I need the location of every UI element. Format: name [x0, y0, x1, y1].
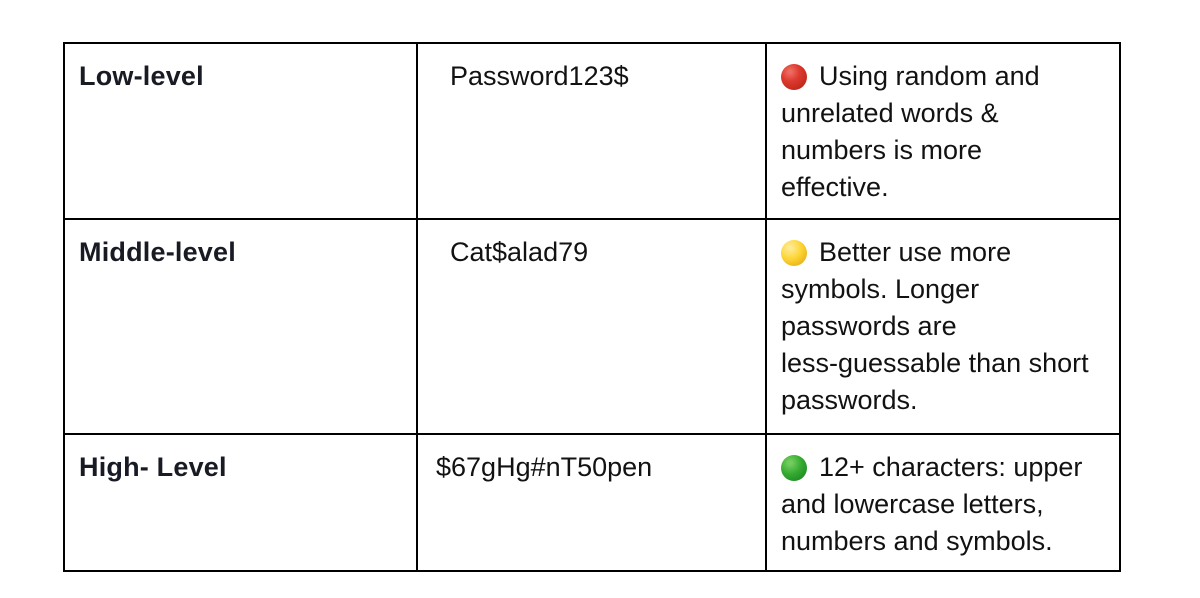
password-example: Password123$: [450, 61, 629, 91]
guidance-cell: [766, 434, 1120, 571]
password-cell: [417, 434, 766, 571]
level-cell: [64, 219, 417, 434]
description-line: and lowercase letters,: [781, 489, 1044, 519]
description: [781, 449, 1099, 560]
yellow-circle-icon: [781, 240, 807, 266]
description: [781, 58, 1099, 206]
table-row: [64, 43, 1120, 219]
password-example: Cat$alad79: [450, 237, 589, 267]
description-line: passwords are: [781, 311, 957, 341]
password-cell: [417, 43, 766, 219]
green-circle-icon: [781, 455, 807, 481]
description-line: 12+ characters: upper: [819, 452, 1083, 482]
description-line: Using random and: [819, 61, 1040, 91]
guidance-cell: [766, 43, 1120, 219]
password-levels-table: [63, 42, 1121, 572]
description-line: effective.: [781, 172, 889, 202]
description-line: less-guessable than short: [781, 348, 1089, 378]
description-line: symbols. Longer: [781, 274, 980, 304]
description-line: Better use more: [819, 237, 1012, 267]
level-cell: [64, 434, 417, 571]
password-cell: [417, 219, 766, 434]
description-line: numbers is more: [781, 135, 983, 165]
table-row: [64, 219, 1120, 434]
level-cell: [64, 43, 417, 219]
password-example: $67gHg#nT50pen: [436, 452, 653, 482]
description-line: unrelated words &: [781, 98, 999, 128]
level-label: Low-level: [79, 61, 204, 91]
level-label: High- Level: [79, 452, 227, 482]
guidance-cell: [766, 219, 1120, 434]
level-label: Middle-level: [79, 237, 236, 267]
description: [781, 234, 1099, 419]
description-line: numbers and symbols.: [781, 526, 1053, 556]
description-line: passwords.: [781, 385, 918, 415]
table-row: [64, 434, 1120, 571]
red-circle-icon: [781, 64, 807, 90]
